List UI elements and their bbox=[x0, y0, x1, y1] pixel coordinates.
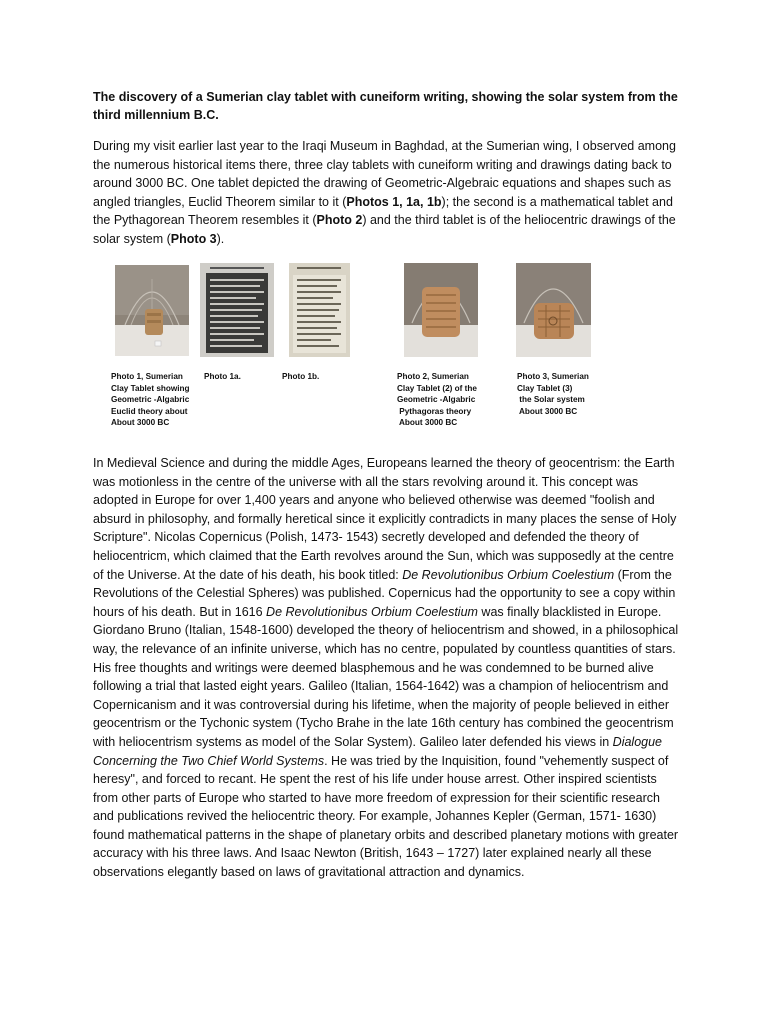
intro-ref-photo-2: Photo 2 bbox=[316, 213, 363, 228]
book-title-1: De Revolutionibus Orbium Coelestium bbox=[402, 567, 615, 582]
book-title-3: Dialogue Concerning the Two Chief World Systems bbox=[93, 734, 663, 768]
caption-photo-1: Photo 1, Sumerian Clay Tablet showing Geometric -Algabric Euclid theory about About 3000 BC bbox=[111, 372, 190, 428]
caption-photo-1b: Photo 1b. bbox=[282, 372, 320, 381]
body-text-1: In Medieval Science and during the middle Ages, Europeans learned the theory of geocentrism: the Earth was motionless in the centre of the universe with all the stars revolving around it. This concept was adopted in Europe for over 1,400 years and anyone who believed otherwise was deemed "foolish and absurd in philosophy, and formally heretical since it explicitly contradicts in many places the sense of Holy Scripture". Nicolas Copernicus (Polish, 1473- 1543) secretly developed and defended the theory of heliocentricm, which claimed that the Earth revolves around the Sun, which was supposedly at the centre of the Universe. At the date of his death, his book titled: bbox=[93, 456, 677, 582]
intro-ref-photo-3: Photo 3 bbox=[170, 231, 217, 246]
caption-photo-2: Photo 2, Sumerian Clay Tablet (2) of the Geometric -Algabric Pythagoras theory About 3000 BC bbox=[397, 372, 477, 428]
body-text-2: (From the Revolutions of the Celestial Spheres) was published. Copernicus had the opportunity to see a copy within hours of his death. But in 1616 bbox=[93, 567, 676, 619]
photo-1-tablet bbox=[115, 265, 189, 356]
document-title: The discovery of a Sumerian clay tablet with cuneiform writing, showing the solar system from the third millennium B.C. bbox=[93, 90, 678, 122]
caption-photo-3: Photo 3, Sumerian Clay Tablet (3) the Solar system About 3000 BC bbox=[517, 372, 589, 416]
photo-2-tablet bbox=[404, 263, 478, 357]
intro-text-1: During my visit earlier last year to the Iraqi Museum in Baghdad, at the Sumerian wing, I observed among the numerous historical items there, three clay tablets with cuneiform writing and drawings dating back to around 3000 BC. One tablet depicted the drawing of Geometric-Algebraic equations and shapes such as angled triangles, Euclid Theorem similar to it ( bbox=[93, 139, 676, 209]
intro-text-4: ). bbox=[216, 231, 225, 246]
body-text-4: . He was tried by the Inquisition, found "vehemently suspect of heresy", and forced to recant. He spent the rest of his life under house arrest. Other inspired scientists from other parts of Europe who started to have more freedom of expression for their scientific research and publications revived the heliocentric theory. For example, Johannes Kepler (German, 1571- 1630) found mathematical patterns in the shape of planetary orbits and described planetary motions with greater accuracy with his three laws. And Isaac Newton (British, 1643 – 1727) later explained nearly all these observations elegantly based on laws of gravitational attraction and dynamics. bbox=[93, 753, 679, 880]
intro-text-2: ); the second is a mathematical tablet and the Pythagorean Theorem resembles it ( bbox=[93, 194, 673, 228]
photo-1a-document bbox=[200, 263, 274, 357]
intro-text-3: ) and the third tablet is of the heliocentric drawings of the solar system ( bbox=[93, 213, 676, 246]
photo-3-tablet bbox=[516, 263, 591, 357]
intro-ref-photos-1: Photos 1, 1a, 1b bbox=[346, 194, 442, 209]
book-title-2: De Revolutionibus Orbium Coelestium bbox=[266, 604, 478, 619]
intro-paragraph bbox=[93, 137, 683, 249]
body-paragraph bbox=[93, 454, 683, 882]
body-text-3: was finally blacklisted in Europe. Giordano Bruno (Italian, 1548-1600) developed the theory of heliocentrism and showed, in a philosophical way, the relevance of an infinite universe, which has no centre, populated by countless quantities of stars. His free thoughts and writings were deemed blasphemous and he was condemned to be burned alive following a trial that lasted eight years. Galileo (Italian, 1564-1642) was a champion of heliocentrism and Copernicanism and it was controversial during his lifetime, when the majority of people believed in either geocentrism or the Tychonic system (Tycho Brahe in the late 16th century has combined the geocentrism with heliocentrism systems as model of the Solar System). Galileo later defended his views in bbox=[93, 604, 679, 749]
photo-1b-document bbox=[289, 263, 350, 357]
caption-photo-1a: Photo 1a. bbox=[204, 372, 241, 381]
